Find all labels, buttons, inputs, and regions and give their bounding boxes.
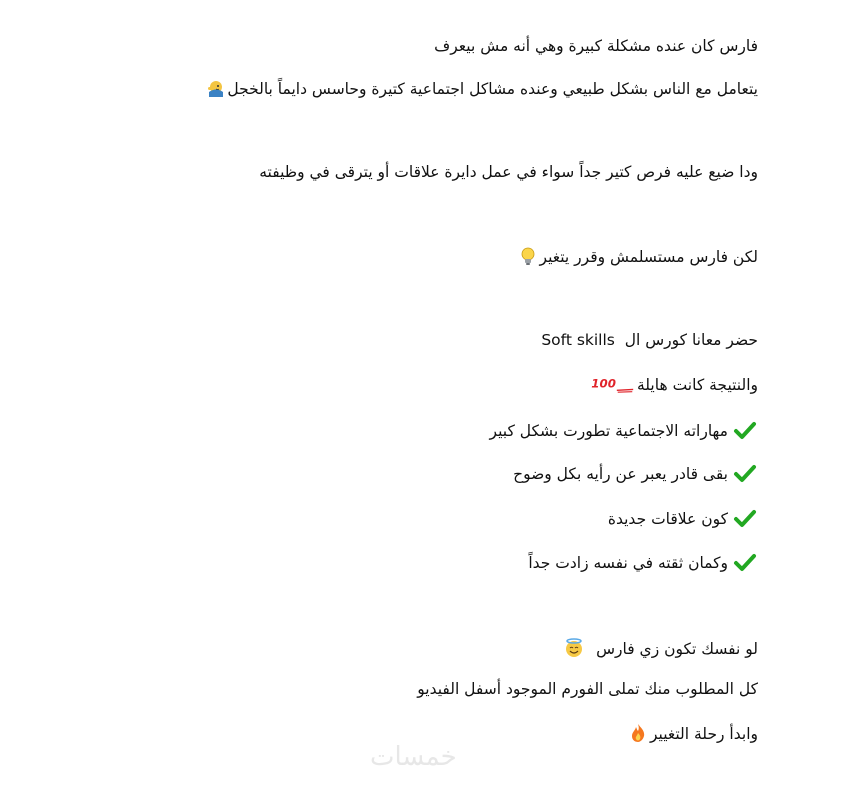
text-line: [541, 330, 758, 350]
check-mark-icon: [734, 463, 756, 483]
lightbulb-icon: [518, 246, 538, 266]
text-line: [417, 679, 758, 699]
bullet-item: [490, 420, 758, 441]
line-8-text: كل المطلوب منك تملى الفورم الموجود أسفل الفيديو: [417, 680, 758, 698]
text-line: [591, 374, 758, 395]
line-5-text: حضر معانا كورس ال: [624, 331, 758, 349]
line-2-text: يتعامل مع الناس بشكل طبيعي وعنده مشاكل اجتماعية كتيرة وحاسس دايماً بالخجل: [227, 80, 758, 98]
bullet-item: [513, 463, 758, 484]
text-line: [562, 638, 758, 659]
text-line: [626, 723, 758, 744]
smiling-halo-icon: [564, 638, 584, 658]
line-9-text: وابدأ رحلة التغيير: [649, 725, 758, 743]
text-line: [203, 78, 758, 99]
bullet-text: كون علاقات جديدة: [607, 510, 728, 528]
line-1-text: فارس كان عنده مشكلة كبيرة وهي أنه مش بيعرف: [434, 37, 758, 55]
bullet-text: بقى قادر يعبر عن رأيه بكل وضوح: [513, 465, 728, 483]
bullet-item: [608, 508, 758, 529]
text-line: [434, 36, 758, 56]
fire-icon: [628, 723, 648, 743]
line-6-text: والنتيجة كانت هايلة: [636, 376, 758, 394]
bullet-text: مهاراته الاجتماعية تطورت بشكل كبير: [489, 422, 728, 440]
line-3-text: ودا ضيع عليه فرص كتير جداً سواء في عمل دايرة علاقات أو يترقى في وظيفته: [259, 163, 758, 181]
bullet-text: وكمان ثقته في نفسه زادت جداً: [528, 554, 728, 572]
check-mark-icon: [734, 420, 756, 440]
text-line: [259, 162, 758, 182]
text-line: [516, 246, 758, 267]
check-mark-icon: [734, 508, 756, 528]
hundred-points-icon: [591, 374, 635, 394]
watermark-logo: خمسات: [370, 742, 457, 772]
check-mark-icon: [734, 552, 756, 572]
svg-text:100: 100: [591, 376, 616, 391]
bullet-item: [528, 552, 758, 573]
course-name: Soft skills: [541, 331, 615, 349]
line-7-text: لو نفسك تكون زي فارس: [596, 640, 758, 658]
line-4-text: لكن فارس مستسلمش وقرر يتغير: [539, 248, 758, 266]
shy-person-icon: [205, 78, 225, 98]
